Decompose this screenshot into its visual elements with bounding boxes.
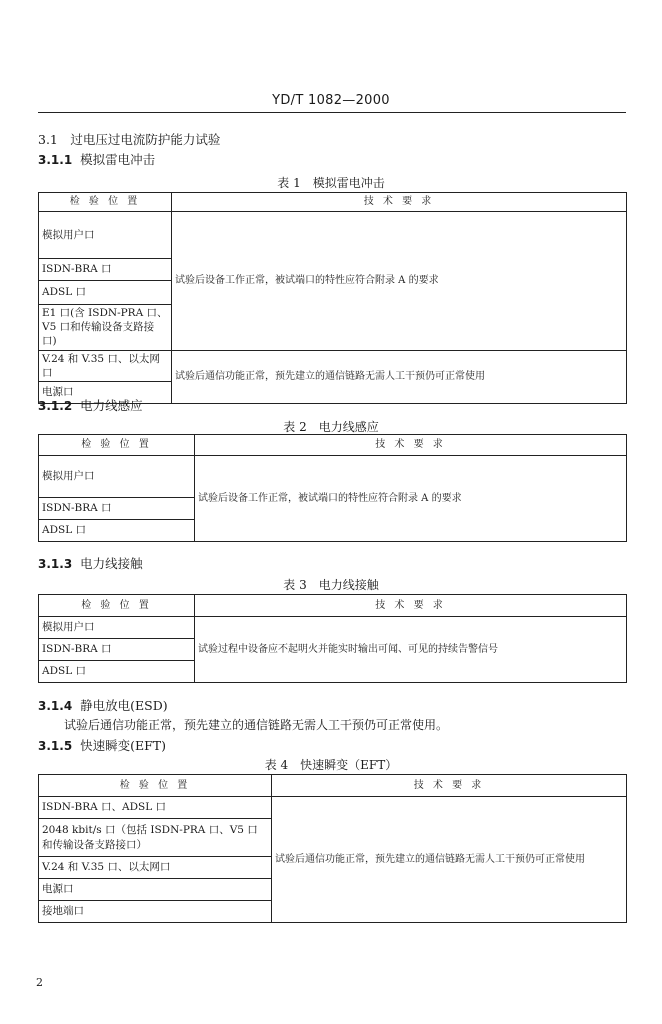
- header-rule: [38, 112, 626, 113]
- table2-requirement-cell: 试验后设备工作正常，被试端口的特性应符合附录 A 的要求: [195, 456, 627, 542]
- table4-location-cell: 电源口: [39, 879, 272, 901]
- section-3-1-4-body: 试验后通信功能正常，预先建立的通信链路无需人工干预仍可正常使用。: [64, 718, 449, 732]
- table3: [38, 594, 627, 683]
- table3-requirement-cell: 试验过程中设备应不起明火并能实时输出可闻、可见的持续告警信号: [195, 617, 627, 683]
- table2: [38, 434, 627, 542]
- section-3-1-2-heading: [38, 396, 143, 414]
- table1-location-cell: E1 口(含 ISDN-PRA 口、V5 口和传输设备支路接口): [39, 305, 172, 351]
- standard-id: YD/T 1082—2000: [272, 93, 390, 108]
- section-number: 3.1.4: [38, 699, 73, 713]
- table4-location-cell: 接地端口: [39, 901, 272, 923]
- table1-header-location: 检 验 位 置: [39, 193, 172, 212]
- table1-requirement-cell: 试验后通信功能正常，预先建立的通信链路无需人工干预仍可正常使用: [172, 350, 627, 403]
- table3-header-requirement: 技 术 要 求: [195, 595, 627, 617]
- table1-location-cell: 模拟用户口: [39, 212, 172, 259]
- table3-location-cell: ADSL 口: [39, 661, 195, 683]
- section-title: 电力线接触: [80, 556, 143, 571]
- section-number: 3.1.1: [38, 153, 73, 167]
- table3-caption: 表 3 电力线接触: [283, 578, 379, 592]
- table1-location-cell: 电源口: [39, 381, 172, 403]
- table1-header-requirement: 技 术 要 求: [172, 193, 627, 212]
- table2-header-requirement: 技 术 要 求: [195, 435, 627, 456]
- section-number: 3.1.5: [38, 739, 73, 753]
- table2-location-cell: ADSL 口: [39, 520, 195, 542]
- section-3-1-4-heading: [38, 696, 168, 714]
- table1-location-cell: ADSL 口: [39, 281, 172, 305]
- table3-header-location: 检 验 位 置: [39, 595, 195, 617]
- table3-location-cell: 模拟用户口: [39, 617, 195, 639]
- table4-header-location: 检 验 位 置: [39, 775, 272, 797]
- table4-location-cell: ISDN-BRA 口、ADSL 口: [39, 797, 272, 819]
- table1-caption: 表 1 模拟雷电冲击: [277, 176, 385, 190]
- section-title: 电力线感应: [80, 398, 143, 413]
- table3-location-cell: ISDN-BRA 口: [39, 639, 195, 661]
- section-number: 3.1.3: [38, 557, 73, 571]
- table2-location-cell: 模拟用户口: [39, 456, 195, 498]
- table4-location-cell: V.24 和 V.35 口、以太网口: [39, 857, 272, 879]
- page-number: 2: [36, 976, 43, 989]
- section-title: 快速瞬变(EFT): [80, 738, 167, 753]
- section-title: 模拟雷电冲击: [80, 152, 156, 167]
- section-3-1-3-heading: [38, 554, 143, 572]
- table2-header-location: 检 验 位 置: [39, 435, 195, 456]
- table4-location-cell: 2048 kbit/s 口（包括 ISDN-PRA 口、V5 口和传输设备支路接口）: [39, 819, 272, 857]
- table1-location-cell: V.24 和 V.35 口、以太网口: [39, 350, 172, 381]
- table4-requirement-cell: 试验后通信功能正常，预先建立的通信链路无需人工干预仍可正常使用: [272, 797, 627, 923]
- table1: [38, 192, 627, 404]
- section-3-1-5-heading: [38, 736, 166, 754]
- table4-caption: 表 4 快速瞬变（EFT）: [264, 758, 398, 772]
- table2-caption: 表 2 电力线感应: [283, 420, 379, 434]
- table1-location-cell: ISDN-BRA 口: [39, 259, 172, 281]
- table4: [38, 774, 627, 923]
- section-number: 3.1.2: [38, 399, 73, 413]
- table4-header-requirement: 技 术 要 求: [272, 775, 627, 797]
- section-3-1-title: 3.1 过电压过电流防护能力试验: [38, 132, 221, 147]
- section-3-1-1-heading: [38, 150, 155, 168]
- table2-location-cell: ISDN-BRA 口: [39, 498, 195, 520]
- section-title: 静电放电(ESD): [80, 698, 168, 713]
- table1-requirement-cell: 试验后设备工作正常，被试端口的特性应符合附录 A 的要求: [172, 212, 627, 351]
